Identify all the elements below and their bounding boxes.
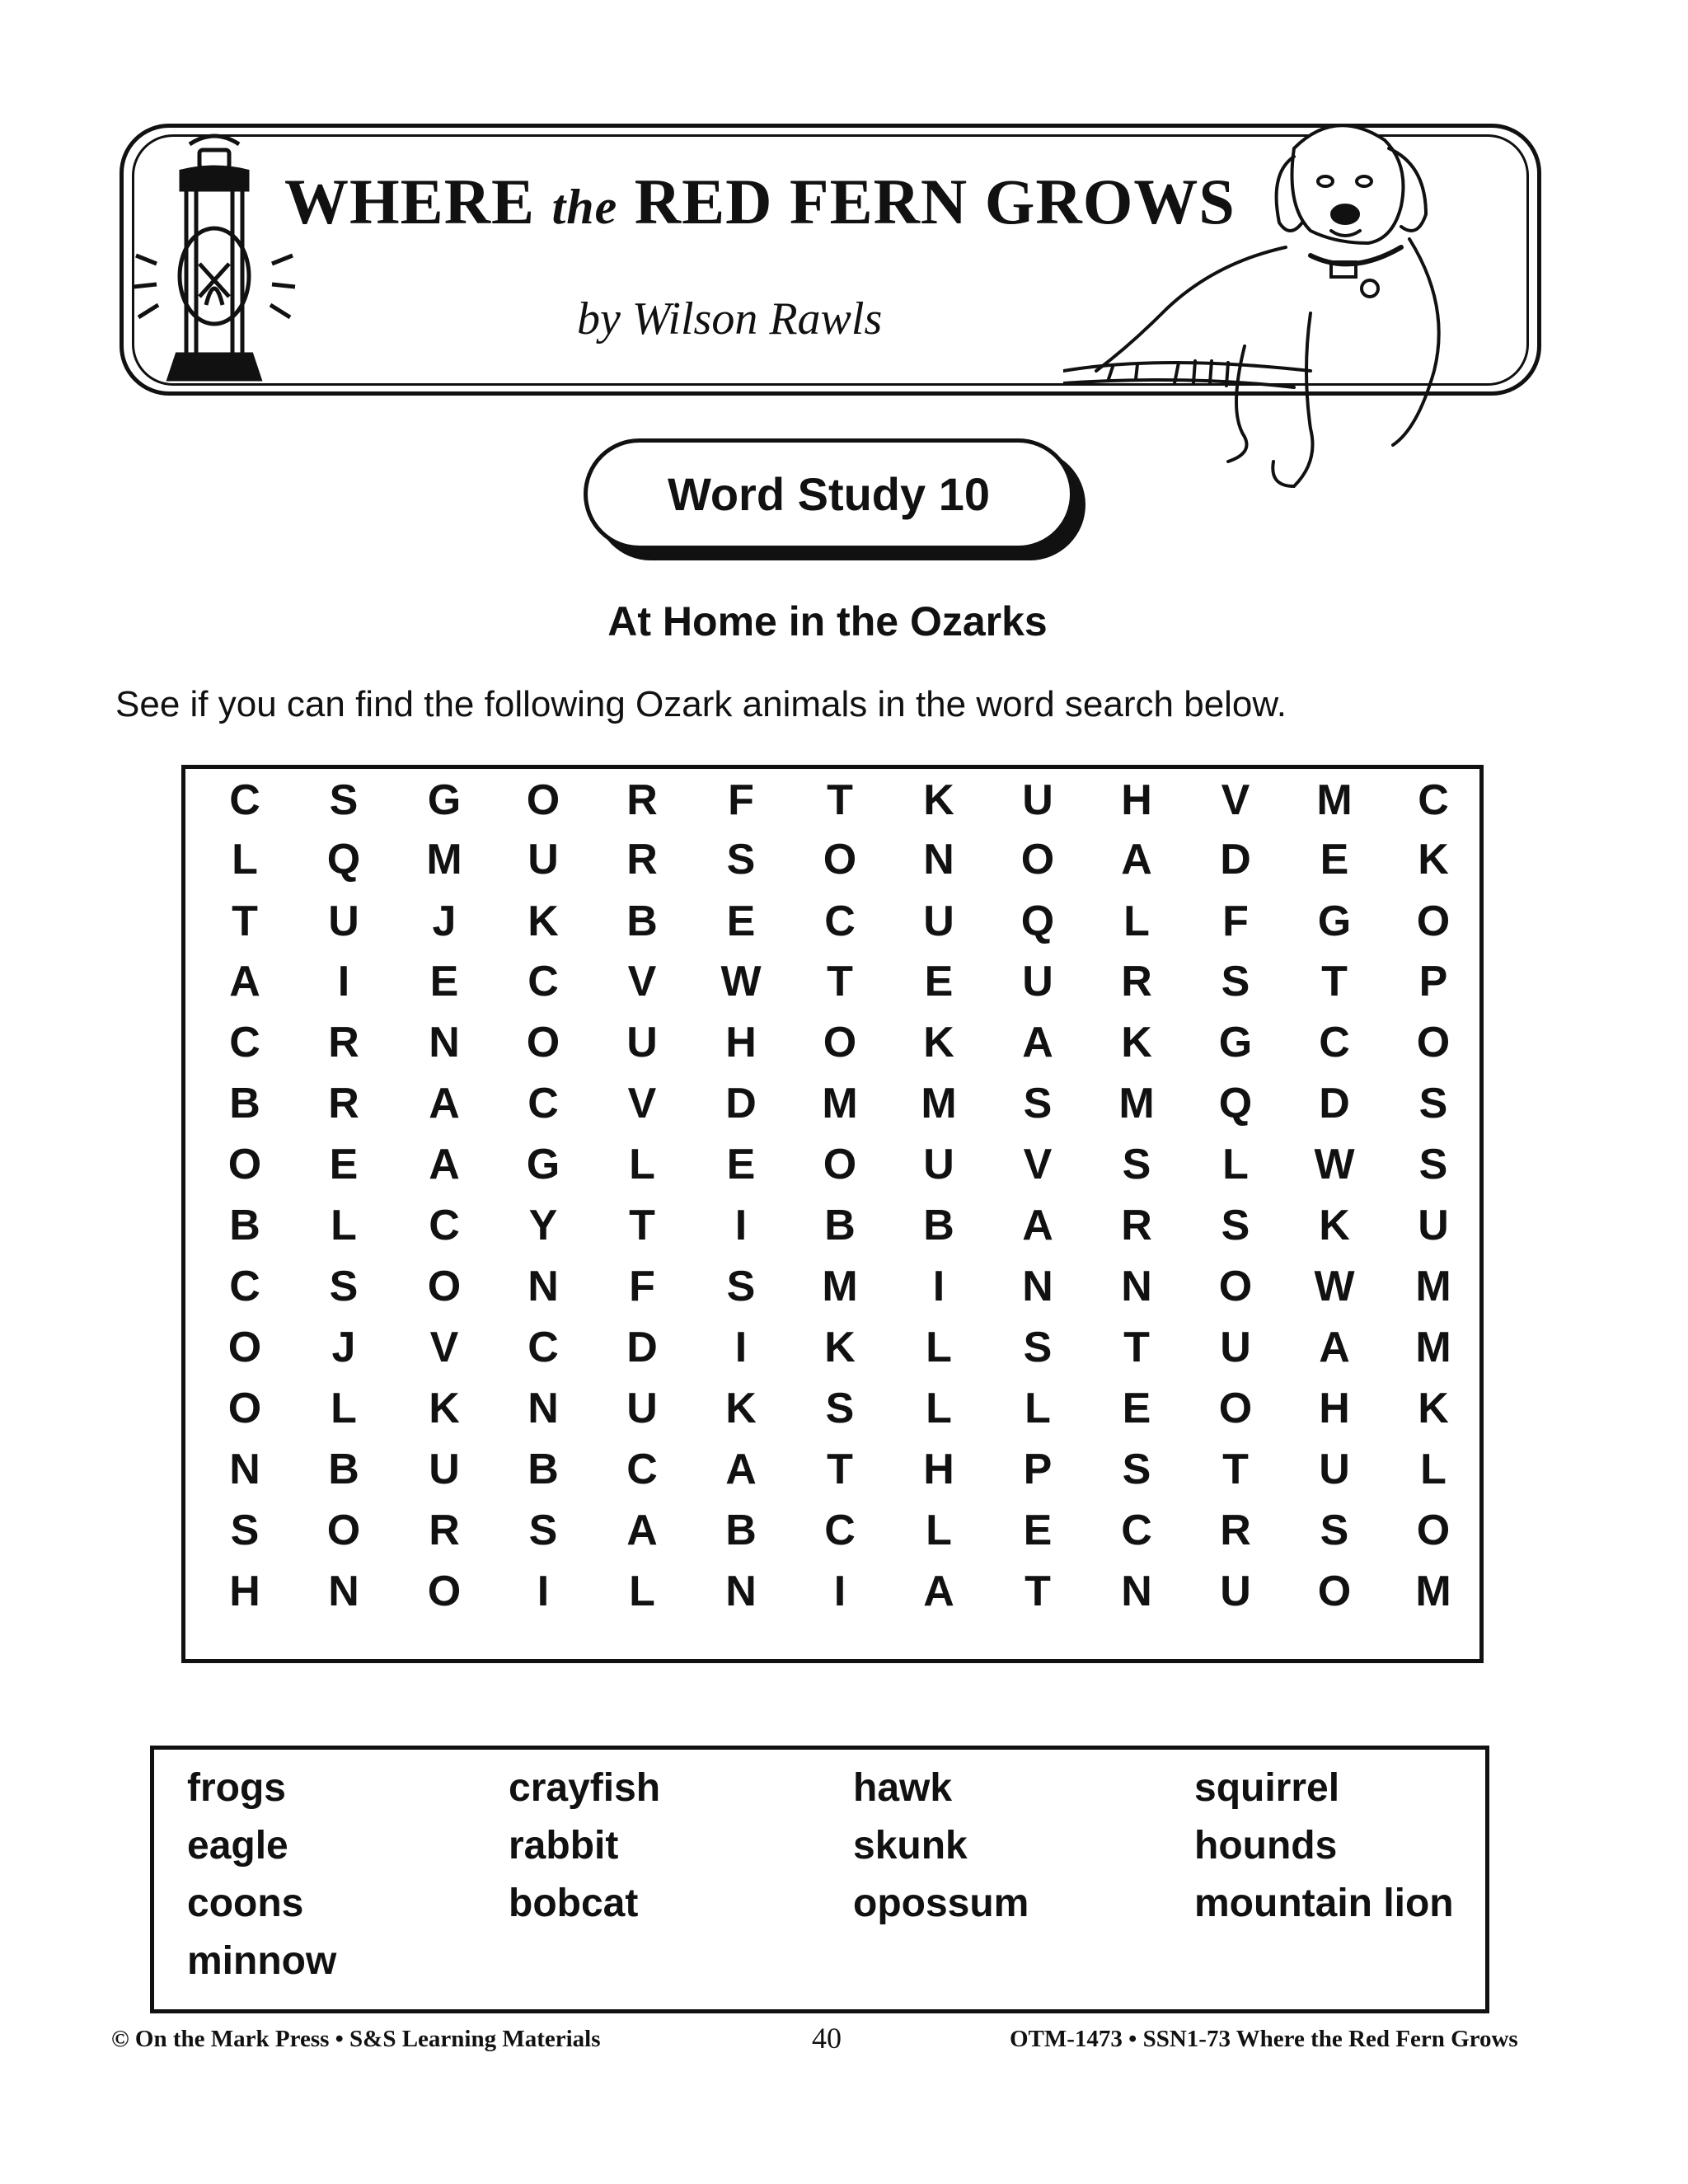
grid-letter[interactable]: V (627, 1080, 657, 1127)
grid-letter[interactable]: C (1121, 1507, 1152, 1554)
grid-letter[interactable]: N (328, 1568, 359, 1615)
grid-letter[interactable]: S (1221, 1202, 1250, 1249)
grid-letter[interactable]: J (432, 898, 457, 945)
grid-letter[interactable]: B (923, 1202, 954, 1249)
grid-letter[interactable]: V (429, 1324, 459, 1371)
grid-letter[interactable]: H (1121, 776, 1152, 824)
grid-letter[interactable]: O (1416, 1507, 1451, 1554)
grid-letter[interactable]: F (728, 776, 754, 824)
grid-row (185, 1317, 1479, 1378)
grid-letter[interactable]: E (726, 1141, 756, 1188)
grid-letter[interactable]: B (328, 1446, 359, 1493)
grid-letter[interactable]: Q (1218, 1080, 1253, 1127)
grid-letter[interactable]: S (1418, 1141, 1448, 1188)
grid-letter[interactable]: T (827, 776, 853, 824)
grid-letter[interactable]: U (1418, 1202, 1449, 1249)
grid-letter[interactable]: U (429, 1446, 460, 1493)
grid-letter[interactable]: A (1022, 1202, 1053, 1249)
grid-letter[interactable]: N (923, 836, 954, 883)
grid-row (185, 1378, 1479, 1439)
grid-letter[interactable]: T (1321, 958, 1348, 1005)
grid-letter[interactable]: T (1123, 1324, 1150, 1371)
grid-letter[interactable]: B (725, 1507, 757, 1554)
grid-letter[interactable]: O (427, 1568, 462, 1615)
grid-row (185, 951, 1479, 1012)
grid-letter[interactable]: O (823, 1019, 857, 1066)
grid-letter[interactable]: K (923, 1019, 954, 1066)
grid-letter[interactable]: M (822, 1263, 858, 1310)
grid-letter[interactable]: S (1023, 1324, 1053, 1371)
grid-letter[interactable]: I (932, 1263, 945, 1310)
grid-letter[interactable]: S (1418, 1080, 1448, 1127)
grid-letter[interactable]: K (528, 898, 559, 945)
book-title: WHERE the RED FERN GROWS (284, 166, 1236, 237)
grid-letter[interactable]: O (526, 776, 560, 824)
grid-letter[interactable]: M (1415, 1324, 1451, 1371)
grid-letter[interactable]: T (1025, 1568, 1051, 1615)
grid-letter[interactable]: T (1222, 1446, 1249, 1493)
grid-letter[interactable]: A (229, 958, 260, 1005)
grid-letter[interactable]: A (1319, 1324, 1350, 1371)
grid-letter[interactable]: T (232, 898, 258, 945)
word-list-item: frogs (187, 1766, 286, 1810)
word-list-item: crayfish (509, 1766, 661, 1810)
word-list-item: opossum (853, 1882, 1029, 1925)
lantern-icon (132, 132, 297, 404)
grid-letter[interactable]: T (629, 1202, 655, 1249)
grid-letter[interactable]: H (725, 1019, 757, 1066)
grid-letter[interactable]: E (726, 898, 756, 945)
grid-letter[interactable]: N (1121, 1568, 1152, 1615)
grid-letter[interactable]: V (1023, 1141, 1053, 1188)
grid-letter[interactable]: K (429, 1385, 460, 1432)
grid-letter[interactable]: L (1222, 1141, 1249, 1188)
dog-illustration (1063, 99, 1475, 494)
grid-letter[interactable]: N (725, 1568, 757, 1615)
grid-letter[interactable]: N (229, 1446, 260, 1493)
grid-row (185, 1256, 1479, 1317)
grid-row (185, 891, 1479, 952)
grid-row (185, 1500, 1479, 1561)
grid-letter[interactable]: U (923, 898, 954, 945)
word-list-item: eagle (187, 1824, 288, 1868)
grid-letter[interactable]: A (429, 1141, 460, 1188)
grid-letter[interactable]: A (923, 1568, 954, 1615)
grid-letter[interactable]: O (1416, 898, 1451, 945)
grid-letter[interactable]: W (1314, 1141, 1355, 1188)
grid-letter[interactable]: S (1320, 1507, 1349, 1554)
grid-letter[interactable]: A (1121, 836, 1152, 883)
grid-letter[interactable]: O (526, 1019, 560, 1066)
grid-letter[interactable]: R (429, 1507, 460, 1554)
grid-letter[interactable]: O (326, 1507, 361, 1554)
grid-letter[interactable]: K (1418, 1385, 1449, 1432)
grid-letter[interactable]: A (1022, 1019, 1053, 1066)
grid-letter[interactable]: S (1023, 1080, 1053, 1127)
grid-letter[interactable]: U (923, 1141, 954, 1188)
grid-letter[interactable]: J (331, 1324, 356, 1371)
grid-letter[interactable]: R (328, 1019, 359, 1066)
grid-letter[interactable]: C (824, 1507, 856, 1554)
grid-letter[interactable]: R (328, 1080, 359, 1127)
word-list-item: squirrel (1194, 1766, 1340, 1810)
word-list-item: hounds (1194, 1824, 1338, 1868)
grid-letter[interactable]: V (1221, 776, 1250, 824)
grid-letter[interactable]: D (626, 1324, 658, 1371)
grid-letter[interactable]: E (1023, 1507, 1053, 1554)
word-study-label: Word Study 10 (584, 438, 1074, 550)
grid-letter[interactable]: N (429, 1019, 460, 1066)
grid-letter[interactable]: H (923, 1446, 954, 1493)
grid-letter[interactable]: P (1023, 1446, 1053, 1493)
grid-letter[interactable]: M (822, 1080, 858, 1127)
grid-row (185, 829, 1479, 890)
grid-letter[interactable]: C (229, 1263, 260, 1310)
grid-row (185, 1073, 1479, 1134)
grid-letter[interactable]: B (229, 1202, 260, 1249)
grid-letter[interactable]: Y (528, 1202, 558, 1249)
grid-row (185, 1439, 1479, 1500)
grid-letter[interactable]: U (626, 1385, 658, 1432)
grid-letter[interactable]: I (337, 958, 350, 1005)
author-byline: by Wilson Rawls (577, 293, 883, 344)
grid-letter[interactable]: L (629, 1568, 655, 1615)
footer-series: OTM-1473 • SSN1-73 Where the Red Fern Grows (1010, 2026, 1518, 2052)
grid-letter[interactable]: N (1121, 1263, 1152, 1310)
grid-letter[interactable]: L (1420, 1446, 1447, 1493)
grid-letter[interactable]: W (1314, 1263, 1355, 1310)
grid-letter[interactable]: C (1418, 776, 1449, 824)
grid-letter[interactable]: V (627, 958, 657, 1005)
grid-letter[interactable]: S (329, 1263, 359, 1310)
grid-letter[interactable]: U (1022, 958, 1053, 1005)
grid-letter[interactable]: O (227, 1141, 262, 1188)
word-list-item: minnow (187, 1939, 337, 1983)
grid-letter[interactable]: W (720, 958, 762, 1005)
grid-letter[interactable]: T (827, 958, 853, 1005)
grid-letter[interactable]: B (626, 898, 658, 945)
word-list-box (150, 1746, 1489, 2013)
grid-letter[interactable]: U (1220, 1568, 1251, 1615)
grid-letter[interactable]: C (528, 1080, 559, 1127)
grid-letter[interactable]: Q (1020, 898, 1055, 945)
grid-letter[interactable]: F (629, 1263, 655, 1310)
grid-letter[interactable]: U (626, 1019, 658, 1066)
grid-letter[interactable]: E (1122, 1385, 1151, 1432)
grid-letter[interactable]: L (1123, 898, 1150, 945)
grid-letter[interactable]: O (1317, 1568, 1352, 1615)
word-list-item: skunk (853, 1824, 968, 1868)
grid-letter[interactable]: L (1025, 1385, 1051, 1432)
grid-letter[interactable]: A (626, 1507, 658, 1554)
grid-letter[interactable]: C (626, 1446, 658, 1493)
grid-letter[interactable]: C (229, 776, 260, 824)
grid-letter[interactable]: M (1316, 776, 1353, 824)
grid-letter[interactable]: D (725, 1080, 757, 1127)
grid-letter[interactable]: L (232, 836, 258, 883)
grid-letter[interactable]: A (725, 1446, 757, 1493)
grid-letter[interactable]: S (1122, 1446, 1151, 1493)
grid-letter[interactable]: K (1121, 1019, 1152, 1066)
grid-letter[interactable]: T (827, 1446, 853, 1493)
grid-letter[interactable]: L (926, 1385, 952, 1432)
grid-letter[interactable]: I (537, 1568, 550, 1615)
grid-letter[interactable]: O (1020, 836, 1055, 883)
grid-letter[interactable]: R (1220, 1507, 1251, 1554)
word-search-grid (181, 765, 1484, 1663)
grid-letter[interactable]: N (528, 1385, 559, 1432)
grid-letter[interactable]: B (229, 1080, 260, 1127)
grid-letter[interactable]: S (1122, 1141, 1151, 1188)
grid-letter[interactable]: O (1416, 1019, 1451, 1066)
grid-letter[interactable]: U (1022, 776, 1053, 824)
grid-letter[interactable]: L (926, 1324, 952, 1371)
grid-letter[interactable]: K (725, 1385, 757, 1432)
grid-letter[interactable]: S (1221, 958, 1250, 1005)
grid-letter[interactable]: C (824, 898, 856, 945)
grid-letter[interactable]: O (1218, 1385, 1253, 1432)
grid-letter[interactable]: L (926, 1507, 952, 1554)
grid-letter[interactable]: O (823, 836, 857, 883)
grid-letter[interactable]: L (629, 1141, 655, 1188)
grid-letter[interactable]: S (329, 776, 359, 824)
grid-letter[interactable]: R (626, 836, 658, 883)
grid-letter[interactable]: E (329, 1141, 359, 1188)
grid-letter[interactable]: K (824, 1324, 856, 1371)
grid-letter[interactable]: I (734, 1324, 748, 1371)
grid-letter[interactable]: M (1415, 1568, 1451, 1615)
grid-letter[interactable]: C (229, 1019, 260, 1066)
grid-letter[interactable]: E (429, 958, 459, 1005)
grid-letter[interactable]: B (528, 1446, 559, 1493)
grid-letter[interactable]: H (229, 1568, 260, 1615)
grid-letter[interactable]: S (230, 1507, 260, 1554)
footer-copyright: © On the Mark Press • S&S Learning Materials (111, 2026, 601, 2052)
grid-letter[interactable]: O (227, 1324, 262, 1371)
grid-letter[interactable]: S (825, 1385, 855, 1432)
grid-letter[interactable]: N (1022, 1263, 1053, 1310)
grid-letter[interactable]: L (331, 1202, 357, 1249)
grid-letter[interactable]: M (1118, 1080, 1155, 1127)
grid-letter[interactable]: C (1319, 1019, 1350, 1066)
grid-letter[interactable]: S (726, 836, 756, 883)
grid-letter[interactable]: G (526, 1141, 560, 1188)
word-list-item: coons (187, 1882, 304, 1925)
footer-page-number: 40 (812, 2022, 842, 2055)
grid-letter[interactable]: E (924, 958, 954, 1005)
instructions-text: See if you can find the following Ozark animals in the word search below. (115, 684, 1287, 724)
grid-letter[interactable]: C (429, 1202, 460, 1249)
grid-letter[interactable]: D (1220, 836, 1251, 883)
grid-letter[interactable]: G (427, 776, 462, 824)
grid-letter[interactable]: I (734, 1202, 748, 1249)
grid-letter[interactable]: K (1418, 836, 1449, 883)
grid-letter[interactable]: M (921, 1080, 957, 1127)
grid-letter[interactable]: O (823, 1141, 857, 1188)
grid-letter[interactable]: C (528, 958, 559, 1005)
grid-letter[interactable]: U (1220, 1324, 1251, 1371)
grid-letter[interactable]: M (1415, 1263, 1451, 1310)
grid-letter[interactable]: U (528, 836, 559, 883)
grid-letter[interactable]: D (1319, 1080, 1350, 1127)
grid-row (185, 1012, 1479, 1073)
word-list-item: mountain lion (1194, 1882, 1454, 1925)
grid-letter[interactable]: A (429, 1080, 460, 1127)
grid-letter[interactable]: O (1218, 1263, 1253, 1310)
grid-letter[interactable]: O (427, 1263, 462, 1310)
grid-row (185, 1561, 1479, 1622)
grid-letter[interactable]: L (331, 1385, 357, 1432)
grid-letter[interactable]: K (923, 776, 954, 824)
grid-letter[interactable]: R (626, 776, 658, 824)
grid-row (185, 770, 1479, 831)
grid-row (185, 1134, 1479, 1195)
grid-letter[interactable]: G (1218, 1019, 1253, 1066)
grid-letter[interactable]: S (528, 1507, 558, 1554)
grid-letter[interactable]: R (1121, 958, 1152, 1005)
grid-letter[interactable]: R (1121, 1202, 1152, 1249)
word-list-item: bobcat (509, 1882, 639, 1925)
grid-letter[interactable]: K (1319, 1202, 1350, 1249)
grid-letter[interactable]: H (1319, 1385, 1350, 1432)
grid-letter[interactable]: N (528, 1263, 559, 1310)
grid-letter[interactable]: O (227, 1385, 262, 1432)
section-subtitle: At Home in the Ozarks (607, 598, 1048, 644)
word-list-item: hawk (853, 1766, 953, 1810)
grid-letter[interactable]: S (726, 1263, 756, 1310)
grid-letter[interactable]: U (1319, 1446, 1350, 1493)
word-list-item: rabbit (509, 1824, 619, 1868)
grid-row (185, 1195, 1479, 1256)
grid-letter[interactable]: M (426, 836, 462, 883)
grid-letter[interactable]: C (528, 1324, 559, 1371)
grid-letter[interactable]: G (1317, 898, 1352, 945)
grid-letter[interactable]: E (1320, 836, 1349, 883)
grid-letter[interactable]: U (328, 898, 359, 945)
grid-letter[interactable]: Q (326, 836, 361, 883)
grid-letter[interactable]: F (1222, 898, 1249, 945)
grid-letter[interactable]: B (824, 1202, 856, 1249)
grid-letter[interactable]: P (1418, 958, 1448, 1005)
grid-letter[interactable]: I (833, 1568, 846, 1615)
